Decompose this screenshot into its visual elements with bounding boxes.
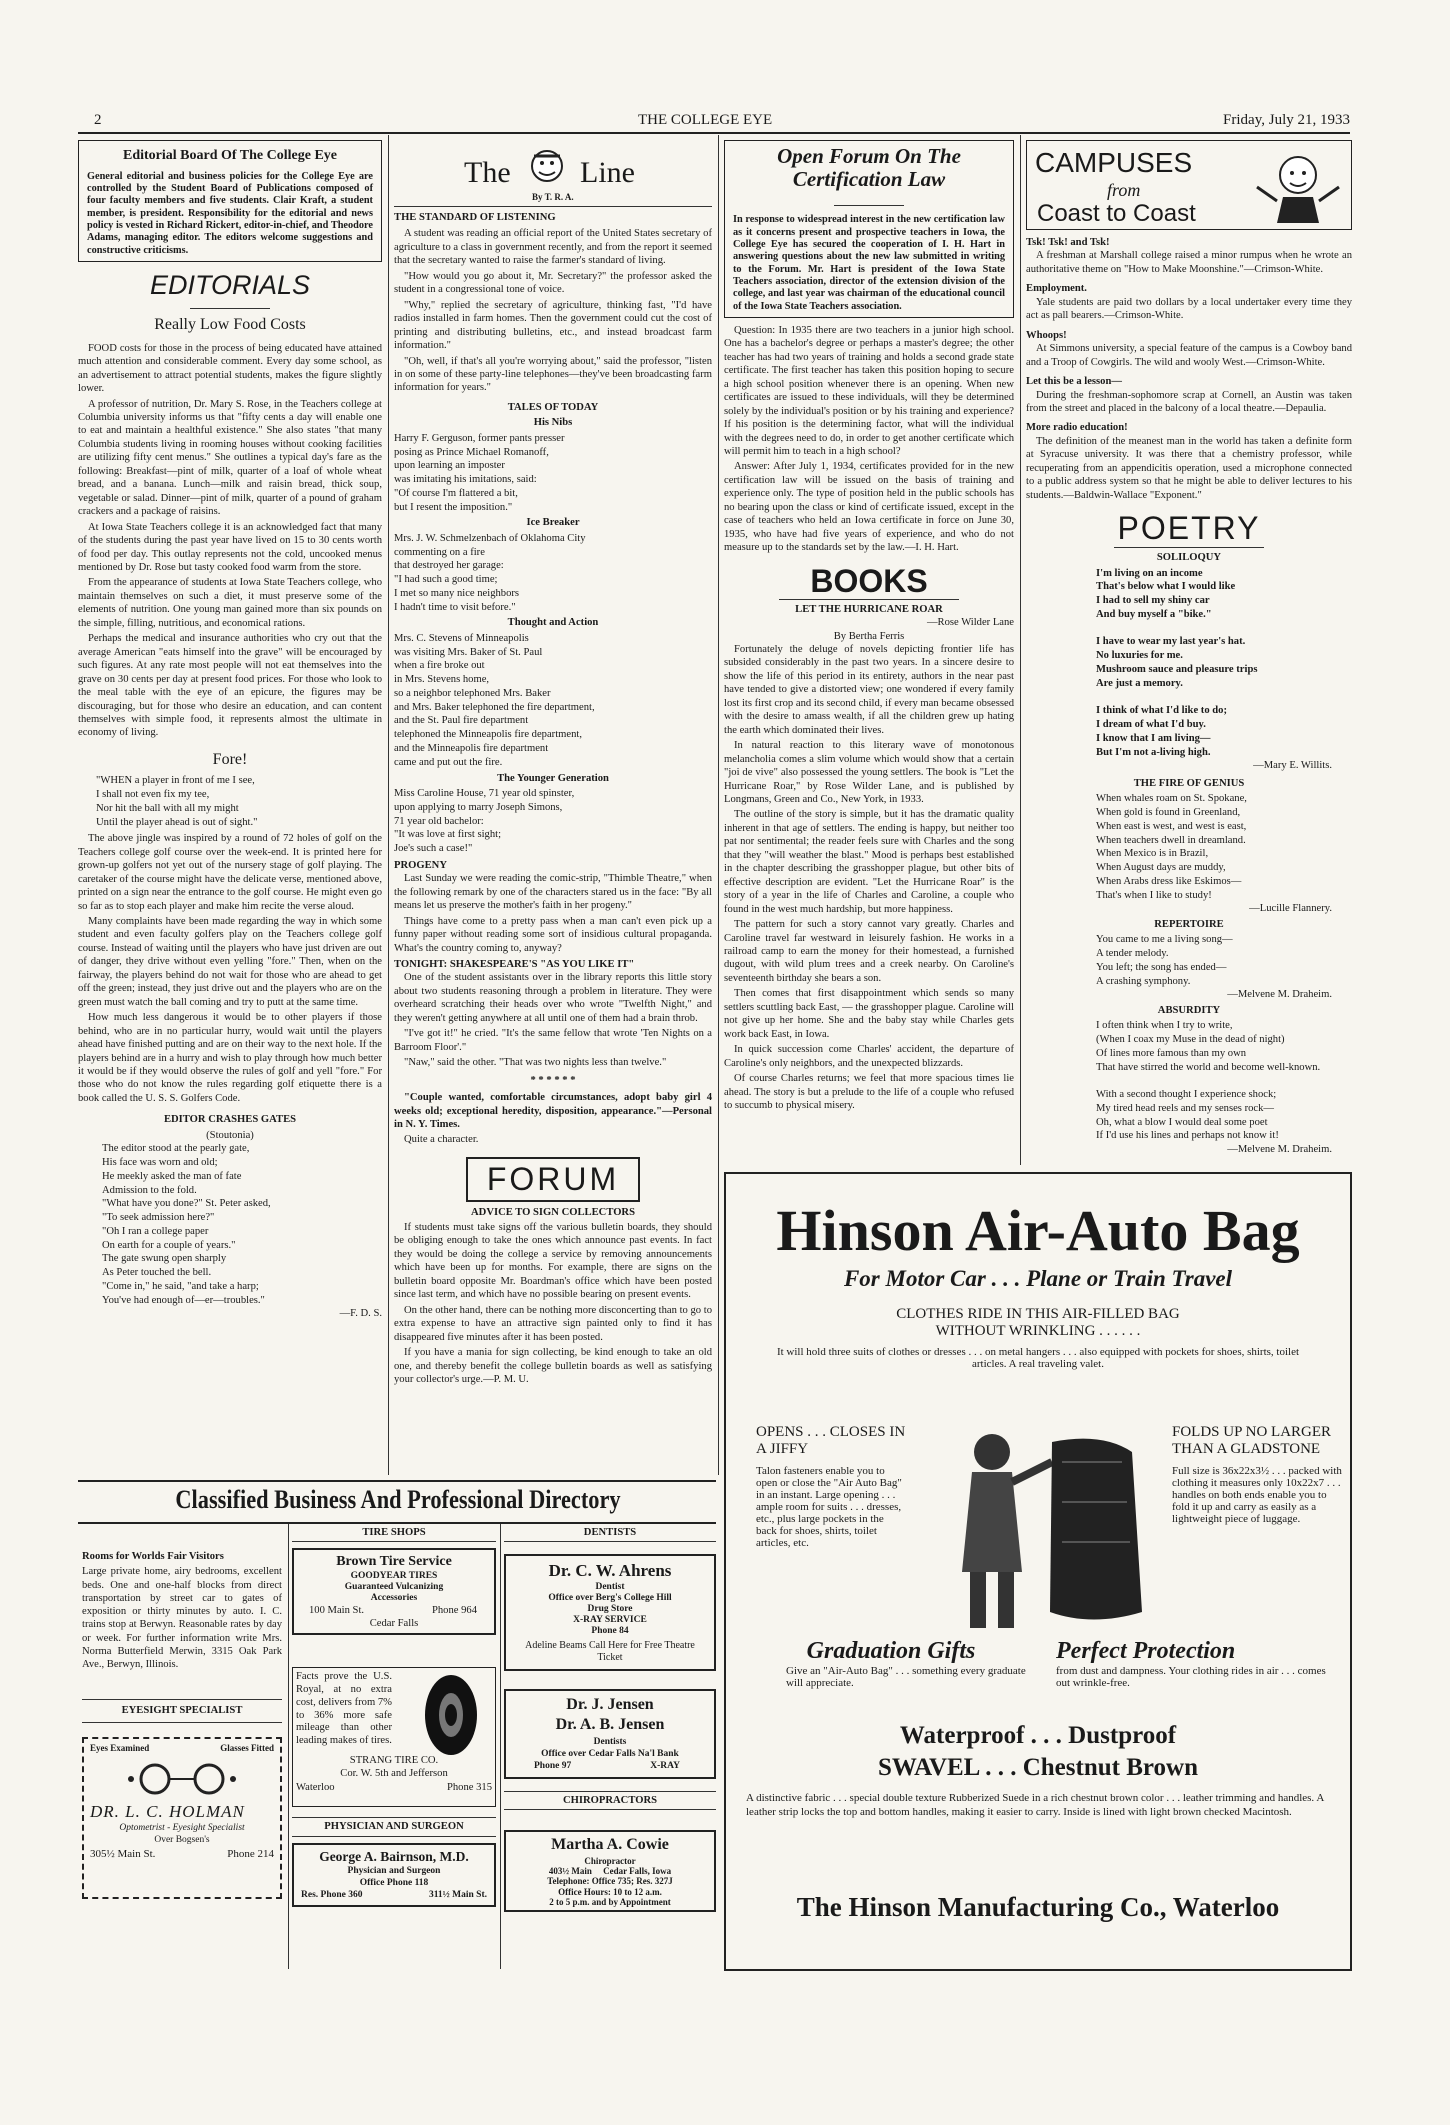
campus-item-text: The definition of the meanest man in the world has taken a definite form at Syracuse university. It was there that a chemistry professor, while recuperating from an appendicitis operation, used a microphone connected to a public address system so that he might be able to deliver lectures to his students.—Baldwin-Wallace "Exponent." [1026, 435, 1352, 501]
tonight-para: "Naw," said the other. "That was two nights less than twelve." [404, 1057, 667, 1069]
jensen-line: Dentists [593, 1736, 627, 1747]
directory-rule [78, 1480, 716, 1482]
hinson-hold: It will hold three suits of clothes or dresses . . . on metal hangers . . . also equipped with pockets for shoes, shirts, toilet articles. A real traveling valet. [776, 1346, 1300, 1370]
jensen-name-2: Dr. A. B. Jensen [555, 1716, 665, 1734]
fore-title: Fore! [212, 750, 248, 768]
book-para: Then comes that first disappointment which sends so many settlers scuttling back East, — the grasshopper plague. Caroline will not give up her home. She and the baby stay while Charles gets work back East, in Iowa. [724, 988, 1014, 1040]
directory-rule [78, 1522, 716, 1524]
ahrens-line: Dentist [595, 1582, 625, 1593]
brown-line: Accessories [370, 1593, 418, 1604]
tonight-para: "I've got it!" he cried. "It's the same fellow that wrote 'Ten Nights on a Barroom Floor'." [394, 1028, 712, 1053]
hinson-clothes-1: CLOTHES RIDE IN THIS AIR-FILLED BAG [896, 1306, 1180, 1322]
standard-para: "Why," replied the secretary of agriculture, thinking fast, "I'd have radios installed in farm homes. Then the government could cut the cost of printing and distributing bulletins, etc., and instead broadcast farm information." [394, 299, 712, 352]
jensen-name-1: Dr. J. Jensen [566, 1696, 654, 1714]
cowie-line: Chiropractor [584, 1855, 636, 1866]
campuses-title: CAMPUSES [1035, 147, 1193, 178]
hinson-title: Hinson Air-Auto Bag [776, 1198, 1300, 1263]
holman-over: Over Bogsen's [154, 1835, 210, 1846]
strang-name: STRANG TIRE CO. [349, 1754, 439, 1766]
his-nibs-text: Harry F. Gerguson, former pants presser posing as Prince Michael Romanoff, upon learning an imposter was imitating his imitations, said: "Of course I'm flattered a bit, but I resent the imposition." [394, 432, 565, 513]
progeny-para: Last Sunday we were reading the comic-strip, "Thimble Theatre," when the following remark by one of the characters stared us in the face: "By all means let us preserve the mother's faith in her progeny." [394, 873, 712, 912]
column-rule [1020, 135, 1021, 1165]
folds-block [1172, 1424, 1342, 1624]
directory-col-1 [82, 1550, 282, 1970]
column-the-line [394, 140, 712, 1475]
holman-sub: Optometrist - Eyesight Specialist [119, 1823, 245, 1834]
eyeglasses-icon [127, 1761, 237, 1797]
repertoire-poem: You came to me a living song— A tender melody. You left; the song has ended— A crashing symphony. [1096, 934, 1233, 987]
holman-ad [82, 1737, 282, 1899]
campus-item-text: Yale students are paid two dollars by a local undertaker every time they act as pall bearers.—Crimson-White. [1026, 296, 1352, 322]
directory-col-2 [292, 1526, 496, 1968]
progeny-para: Things have come to a pretty pass when a man can't even pick up a funny paper without reading some sort of insidious cultural propaganda. What's the country coming to, anyway? [394, 915, 712, 954]
issue-date: Friday, July 21, 1933 [1223, 112, 1350, 128]
holman-address: 305½ Main St. [90, 1848, 156, 1861]
fore-para: How much less dangerous it would be to other players if those behind, who are in no particular hurry, would wait until the players ahead have finished putting and are on their way to the next hole. If the players behind are in a hurry and wish to play through how much better it would be if they would observe the rules of golf and yell "fore." For those who do not know the rules regarding golf etiquette there is a book called the U. S. S. Golfers Code. [78, 1012, 382, 1104]
tales-title: TALES OF TODAY [507, 401, 599, 413]
holman-phone: Phone 214 [227, 1848, 274, 1861]
graduation-block [756, 1638, 1026, 1689]
board-title: Editorial Board Of The College Eye [122, 148, 337, 163]
campuses-banner [1026, 140, 1352, 230]
younger-text: Miss Caroline House, 71 year old spinster, upon applying to marry Joseph Simons, 71 year old bachelor: "It was love at first sight; Joe's such a case!" [394, 788, 575, 855]
books-heading: BOOKS [810, 562, 928, 599]
advice-title: ADVICE TO SIGN COLLECTORS [471, 1206, 635, 1218]
genius-signature: —Lucille Flannery. [1249, 903, 1332, 915]
protection-text: from dust and dampness. Your clothing rides in air . . . comes out wrinkle-free. [1056, 1665, 1326, 1689]
food-title: Really Low Food Costs [154, 316, 306, 334]
cowie-line: Telephone: Office 735; Res. 327J [547, 1876, 673, 1887]
open-forum-box [724, 140, 1014, 318]
campus-item [1026, 421, 1352, 502]
stars-divider: * * * * * * [530, 1074, 576, 1086]
standard-para: A student was reading an official report of the United States secretary of agriculture to a class in government recently, and from the report it seemed that the secretary wanted to raise the farmer's standard of living. [394, 228, 712, 267]
bairnson-ad [292, 1843, 496, 1907]
page-number: 2 [94, 112, 102, 128]
editorials-heading: EDITORIALS [149, 270, 311, 301]
campus-item [1026, 329, 1352, 369]
book-para: Fortunately the deluge of novels depicting frontier life has subsided considerably in the past two years. In a sincere desire to show the life of this period in its entirety, authors in the near past have tended to give a distorted view; one wondered if every family lost its first crop and its second child, if every man became obsessed with the desire to amass wealth, if all the children grew up hating the earth which dominated their lives. [724, 644, 1014, 736]
the-line-logo [394, 140, 712, 207]
holman-name: DR. L. C. HOLMAN [90, 1801, 245, 1821]
hinson-ad [724, 1172, 1352, 1971]
book-para: The pattern for such a story cannot vary greatly. Charles and Caroline travel far westward in leisurely fashion. He works in a railroad camp to earn the money for their homestead, a furnished dugout, with wild plum trees and a creek nearby. On Caroline's seventeenth birthday she bears a son. [724, 919, 1014, 984]
opens-text: Talon fasteners enable you to open or close the "Air Auto Bag" in an instant. Large opening . . . ample room for suits . . . dresses, etc., plus large pockets in the back for shoes, shirts, toilet articles, etc. [756, 1465, 902, 1549]
brown-line: Guaranteed Vulcanizing [344, 1582, 444, 1593]
gates-signature: —F. D. S. [339, 1308, 382, 1320]
tonight-title: TONIGHT: SHAKESPEARE'S "AS YOU LIKE IT" [394, 959, 635, 970]
professor-cartoon-icon [1253, 147, 1343, 225]
campus-item [1026, 236, 1352, 276]
campuses-coast: Coast to Coast [1037, 200, 1196, 227]
waterproof-line: Waterproof . . . Dustproof [899, 1722, 1177, 1749]
forum-para: If students must take signs off the various bulletin boards, they should be obliging enough to take the ones which announce past events. In fact they would be doing the college a service by removing announcements which have been up for months. For example, there are signs on the bulletin board opposite Mr. Boardman's office which have been posted since last term, and which have no possible bearing on present events. [394, 1221, 712, 1301]
bairnson-res: Res. Phone 360 [301, 1890, 363, 1901]
fabric-text: A distinctive fabric . . . special double texture Rubberized Suede in a rich chestnut brown color . . . leather trimming and handles. A leather strip locks the top and bottom handles, making it easier to carry. Inside is lined with light brown checked Macintosh. [746, 1792, 1324, 1818]
campus-item-head: Tsk! Tsk! and Tsk! [1026, 237, 1110, 248]
campus-item-head: Employment. [1026, 283, 1087, 295]
standard-title: THE STANDARD OF LISTENING [394, 212, 556, 223]
column-campuses [1026, 140, 1352, 1165]
absurdity-title: ABSURDITY [1157, 1004, 1221, 1016]
open-forum-title: Open Forum On The Certification Law [777, 144, 961, 192]
hinson-clothes-2: WITHOUT WRINKLING . . . . . . [935, 1323, 1141, 1339]
ahrens-line: Phone 84 [591, 1625, 629, 1636]
hinson-subtitle: For Motor Car . . . Plane or Train Travel [843, 1266, 1233, 1291]
book-author: —Rose Wilder Lane [926, 617, 1014, 629]
strang-tire-ad [292, 1667, 496, 1807]
protection-block [1056, 1638, 1326, 1689]
soliloquy-poem: I'm living on an income That's below what I would like I had to sell my shiny car And buy myself a "bike." I have to wear my last year's hat. No luxuries for me. Mushroom sauce and pleasure trips Are just a memory. I think of what I'd like to do; I dream of what I'd buy. I know that I am living— But I'm not a-living high. [1096, 567, 1258, 758]
bairnson-name: George A. Bairnson, M.D. [319, 1848, 469, 1864]
cowie-name: Martha A. Cowie [551, 1836, 669, 1854]
brown-city: Cedar Falls [369, 1617, 419, 1629]
jensen-ad [504, 1689, 716, 1779]
book-para: Of course Charles returns; we feel that more spacious times lie ahead. The story is but a prelude to the life of a couple who refused to succumb to physical misery. [724, 1073, 1014, 1111]
logo-the: The [464, 156, 511, 189]
swavel-line: SWAVEL . . . Chestnut Brown [877, 1754, 1198, 1781]
opens-block [756, 1424, 906, 1604]
soliloquy-title: SOLILOQUY [1156, 552, 1222, 564]
masthead [78, 112, 1350, 134]
bairnson-sub: Physician and Surgeon [347, 1866, 441, 1877]
campus-item-head: Let this be a lesson— [1026, 376, 1122, 388]
protection-title: Perfect Protection [1056, 1638, 1236, 1664]
column-open-forum [724, 140, 1014, 1165]
book-reviewer: By Bertha Ferris [833, 630, 905, 642]
tire-icon [421, 1672, 481, 1758]
campus-item-text: A freshman at Marshall college raised a minor rumpus when he wrote an authoritative theme on "How to Make Moonshine."—Crimson-White. [1026, 250, 1352, 275]
jensen-phone: Phone 97 [534, 1760, 572, 1771]
newspaper-title: THE COLLEGE EYE [638, 112, 773, 128]
open-forum-intro: In response to widespread interest in the new certification law as it concerns present and prospective teachers in Iowa, the College Eye has secured the cooperation of I. H. Hart in answering questions about the new law submitted in writing to the Forum. Mr. Hart is president of the Iowa State Teachers association, director of the extension division of the college, and last year was chairman of the educational council of the Iowa State Teachers association. [733, 214, 1005, 312]
dentists-head: DENTISTS [504, 1526, 716, 1542]
strang-phone: Phone 315 [446, 1781, 492, 1793]
book-title: LET THE HURRICANE ROAR [795, 603, 943, 615]
column-rule [718, 135, 719, 1475]
strang-city: Waterloo [296, 1781, 335, 1793]
campus-item-head: Whoops! [1026, 329, 1067, 341]
campus-item-head: More radio education! [1026, 422, 1128, 434]
chiropractors-head: CHIROPRACTORS [504, 1791, 716, 1810]
cowie-ad [504, 1830, 716, 1912]
poetry-heading: POETRY [1117, 510, 1261, 547]
brown-address: 100 Main St. [309, 1604, 365, 1616]
jensen-xray: X-RAY [650, 1760, 680, 1771]
hinson-company: The Hinson Manufacturing Co., Waterloo [796, 1892, 1280, 1922]
forum-answer: Answer: After July 1, 1934, certificates provided for in the new certification law will be issued on the basis of training and experience only. The type of position held in the public schools has no bearing upon the class or kind of certificate issued, except in the case of teachers who held an Iowa certificate in force on June 30, 1935, who have had five years of experience, and who do not measure up to the standards set by the law.—I. H. Hart. [724, 461, 1014, 554]
fore-para: Many complaints have been made regarding the way in which some student and even faculty golfers play on the Teachers college golf course. Instead of waiting until the players who have just driven are out of danger, they drive without even yelling "fore." Then, when on the fairway, the players behind do not wait for those who are ahead to get off the green; instead, they just drive out and the players who are on the green must watch the ball coming and try to putt at the same time. [78, 916, 382, 1008]
bairnson-office: Office Phone 118 [359, 1878, 429, 1889]
logo-line: Line [580, 156, 635, 189]
campus-item [1026, 282, 1352, 322]
standard-para: "Oh, well, if that's all you're worrying about," said the professor, "listen in on some of these party-line telephones—they've been broadcasting farm information for years." [394, 355, 712, 394]
directory-rule [500, 1524, 501, 1969]
soliloquy-signature: —Mary E. Willits. [1253, 760, 1332, 772]
brown-phone: Phone 964 [431, 1604, 477, 1616]
fore-poem: "WHEN a player in front of me I see, I shall not even fix my tee, Nor hit the ball with all my might Until the player ahead is out of sight." [96, 775, 258, 828]
brown-line: GOODYEAR TIRES [350, 1571, 438, 1582]
book-para: In natural reaction to this literary wave of monotonous melancholia comes a slim volume which would show that a certain "joi de vive" also possessed the young settlers. The book is "Let the Hurricane Roar," by Rose Wilder Lane, and is published by Longmans, Green and Co., New York, in 1933. [724, 740, 1014, 805]
folds-text: Full size is 36x22x3½ . . . packed with clothing it measures only 10x22x7 . . . handles on both ends enable you to fold it up and carry as easily as a lightweight piece of luggage. [1172, 1465, 1342, 1525]
directory-title: Classified Business And Professional Directory [175, 1485, 621, 1514]
campus-item-text: At Simmons university, a special feature of the campus is a Cowboy band and a Troop of Cowgirls. The wild and wooly West.—Crimson-White. [1026, 343, 1352, 368]
forum-para: If you have a mania for sign collecting, be kind enough to take an old one, and thereby benefit the college bulletin boards as well as satisfying your collector's urge.—P. M. U. [394, 1347, 712, 1385]
campuses-from: from [1107, 180, 1141, 200]
couple-end: Quite a character. [404, 1134, 479, 1146]
graduation-text: Give an "Air-Auto Bag" . . . something every graduate will appreciate. [786, 1665, 1026, 1689]
campus-item [1026, 375, 1352, 415]
gates-poem: The editor stood at the pearly gate, His face was worn and old; He meekly asked the man of fate Admission to the fold. "What have you done?" St. Peter asked, "To seek admission here?" "Oh I ran a college paper On earth for a couple of years." The gate swung open sharply As Peter touched the bell. "Come in," he said, "and take a harp; You've had enough of—er—troubles." [102, 1143, 271, 1306]
thought-text: Mrs. C. Stevens of Minneapolis was visiting Mrs. Baker of St. Paul when a fire broke out in Mrs. Stevens home, so a neighbor telephoned Mrs. Baker and Mrs. Baker telephoned the fire department, and the St. Paul fire department telephoned the Minneapolis fire department, and the Minneapolis fire department came and put out the fire. [394, 632, 595, 768]
ahrens-name: Dr. C. W. Ahrens [548, 1561, 672, 1581]
repertoire-signature: —Melvene M. Draheim. [1227, 989, 1332, 1001]
his-nibs-title: His Nibs [533, 417, 573, 429]
editorial-board-box [78, 140, 382, 262]
cartoon-face-icon [524, 144, 570, 190]
byline: By T. R. A. [532, 192, 574, 202]
food-para: Perhaps the medical and insurance authorities who cry out that the average American "eats himself into the grave" will be encouraged by such figures. At any rate most people will not eat themselves into the grave on 30 cents per day at present food prices. For those who look to the meal table with the eye of an epicure, the figures may be discouraging, but for those who desire an education, and can content themselves with simple food, it represents almost the ultimate in economy of living. [78, 633, 382, 739]
ahrens-ad [504, 1554, 716, 1671]
gates-source: (Stoutonia) [206, 1129, 254, 1141]
tonight-para: One of the student assistants over in the library reports this little story about two students reasoning through a problem in literature. They were overheard scratching their heads over who wrote "Twelfth Night," and they weren't getting anywhere at all until one of them had a brain throb. [394, 972, 712, 1024]
ahrens-note: Adeline Beams Call Here for Free Theatre Ticket [525, 1639, 695, 1664]
graduation-title: Graduation Gifts [806, 1638, 976, 1664]
absurdity-signature: —Melvene M. Draheim. [1227, 1144, 1332, 1156]
folds-title: FOLDS UP NO LARGER THAN A GLADSTONE [1172, 1424, 1332, 1457]
absurdity-poem: I often think when I try to write, (When I coax my Muse in the dead of night) Of lines more famous than my own That have stirred the world and become well-known. With a second thought I experience shock; My tired head reels and my senses rock— Oh, what a blow I would deal some poet If I'd use his lines and perhaps not know it! [1096, 1020, 1321, 1142]
forum-para: On the other hand, there can be nothing more disconcerting than to go to extra expense to have an attractive sign painted only to find it has disappeared five minutes after it has been posted. [394, 1304, 712, 1343]
directory-col-3 [504, 1526, 716, 1968]
genius-poem: When whales roam on St. Spokane, When gold is found in Greenland, When east is west, and west is east, When teachers dwell in dreamland. When Mexico is in Brazil, When August days are muddy, When Arabs dress like Eskimos— That's when I like to study! [1096, 793, 1247, 901]
board-text: General editorial and business policies for the College Eye are controlled by the Student Board of Publications composed of four faculty members and five students. Clair Kraft, a student member, is president. Responsibility for the editorial and news policy is vested in Richard Rickert, editor-in-chief, and Theodore Adams, managing editor. The editors welcome suggestions and constructive criticisms. [87, 170, 373, 256]
ahrens-line: Drug Store [587, 1603, 633, 1614]
gates-title: EDITOR CRASHES GATES [163, 1114, 297, 1126]
ice-title: Ice Breaker [526, 517, 580, 529]
strang-address: Cor. W. 5th and Jefferson [340, 1768, 448, 1780]
bairnson-address: 311½ Main St. [428, 1890, 487, 1901]
fore-para: The above jingle was inspired by a round of 72 holes of golf on the Teachers college golf course over the week-end. It is printed here for grown-up golfers not yet out of the nursery stage of golf playing. The caretaker of the course might have the delicate verse, mentioned above, printed on a sign near the entrance to the golf course. He might even go so far as to stop each player and make him recite the verse aloud. [78, 833, 382, 912]
book-para: The outline of the story is simple, but it has the dramatic quality inherent in that age of settlers. The ending is happy, but neither too pat nor sentimental; the reader feels sure with Charles and the song that they "will weather the blast." Mood is perhaps best established in the chapter describing the grasshopper plague, but other bits of effective description are evident. "Let the Hurricane Roar" is the story of a year in the life of Charles and Caroline, a couple who found in the west much hardship, but more happiness. [724, 809, 1014, 915]
rooms-text: Large private home, airy bedrooms, excellent beds. One and one-half blocks from direct transportation by street car to gates of exposition or thirty minutes by auto. I. C. trains stop at Berwyn. Reasonable rates by day or week. For further information write Mrs. Norma Butterfield Merwin, 3315 Oak Park Ave., Berwyn, Illinois. [82, 1566, 282, 1671]
food-para: At Iowa State Teachers college it is an acknowledged fact that many of the students during the past year have lived on 15 to 30 cents worth of food per day. This outlay represents not the cold, uncooked menus mentioned by Dr. Rose but tasty cooked food warm from the store. [78, 521, 382, 574]
brown-title: Brown Tire Service [336, 1554, 452, 1570]
standard-para: "How would you go about it, Mr. Secretary?" the professor asked the student in a congressional tone of voice. [394, 270, 712, 296]
ahrens-line: Office over Berg's College Hill [548, 1592, 672, 1603]
brown-tire-ad [292, 1548, 496, 1635]
repertoire-title: REPERTOIRE [1154, 918, 1224, 930]
cowie-line: 2 to 5 p.m. and by Appointment [549, 1896, 671, 1907]
food-para: From the appearance of students at Iowa State Teachers college, who maintain themselves on such a diet, it must preserve some of the elements of nutrition. One young man gained more than six pounds on the simple, filling, nutritious, and economical rations. [78, 577, 382, 629]
ice-text: Mrs. J. W. Schmelzenbach of Oklahoma City commenting on a fire that destroyed her garage: "I had such a good time; I met so many nice neighbors I hadn't time to visit before." [394, 532, 586, 613]
food-para: FOOD costs for those in the process of being educated have attained much attention and considerable comment. Every day some school, as an advertisement to attract potential students, makes the figure slightly lower. [78, 342, 382, 395]
directory-rule [288, 1524, 289, 1969]
younger-title: The Younger Generation [497, 772, 609, 784]
rooms-head: Rooms for Worlds Fair Visitors [82, 1551, 224, 1562]
couple-text: "Couple wanted, comfortable circumstances, adopt baby girl 4 weeks old; exceptional heredity, disposition, appearance."—Personal in N. Y. Times. [394, 1092, 712, 1130]
strang-text: Facts prove the U.S. Royal, at no extra cost, delivers from 7% to 36% more safe mileage than other leading makes of tires. [296, 1671, 392, 1746]
campus-item-text: During the freshman-sophomore scrap at Cornell, an Austin was taken from the street and placed in the balcony of a local theatre.—Depaulia. [1026, 389, 1352, 414]
ahrens-line: X-RAY SERVICE [573, 1614, 647, 1625]
thought-title: Thought and Action [507, 617, 599, 629]
forum-question: Question: In 1935 there are two teachers in a junior high school. One has a bachelor's degree or perhaps a master's degree; the other teacher has had two years of training and holds a second grade state certificate. The first teacher has taken this position hoping to secure a high school position whenever there is an opening. When new certificates are issued to these individuals, will they be determined solely by the individual's position or by his training and experience? If his position is the determining factor, what will the individual with the degrees need to do, in order to get another certificate which will permit him to teach in a high school? [724, 324, 1014, 458]
column-editorials [78, 140, 382, 1475]
cowie-line: 403½ Main Cedar Falls, Iowa [548, 1865, 672, 1876]
jensen-line: Office over Cedar Falls Na'l Bank [541, 1748, 679, 1759]
man-with-bag-illustration [922, 1422, 1160, 1630]
food-para: A professor of nutrition, Dr. Mary S. Rose, in the Teachers college at Columbia university informs us that "fifty cents a day will enable one to eat and maintain a healthful existence." She also states "that many Columbia students living in rooming houses without cooking facilities are utilizing fifty cent menus." She outlines a typical day's fare as the following: Breakfast—pint of milk, quarter of a loaf of whole wheat bread, and a banana. Lunch—milk and raisin bread, thick soup, vegetable or salad. Dinner—pint of milk, quarter of a pound of graham crackers and a package of raisins. [78, 398, 382, 518]
eyesight-head: EYESIGHT SPECIALIST [121, 1705, 243, 1717]
forum-heading: FORUM [466, 1157, 640, 1202]
physician-head: PHYSICIAN AND SURGEON [292, 1817, 496, 1836]
cowie-line: Office Hours: 10 to 12 a.m. [558, 1886, 662, 1897]
book-para: In quick succession come Charles' accident, the departure of Caroline's only neighbors, and the unexpected blizzards. [724, 1044, 1014, 1069]
tire-shops-head: TIRE SHOPS [292, 1526, 496, 1542]
opens-title: OPENS . . . CLOSES IN A JIFFY [756, 1424, 906, 1457]
genius-title: THE FIRE OF GENIUS [1133, 777, 1245, 789]
column-rule [388, 135, 389, 1475]
glasses-fitted: Glasses Fitted [220, 1742, 274, 1753]
progeny-title: PROGENY [394, 859, 447, 871]
eyes-examined: Eyes Examined [90, 1742, 150, 1753]
